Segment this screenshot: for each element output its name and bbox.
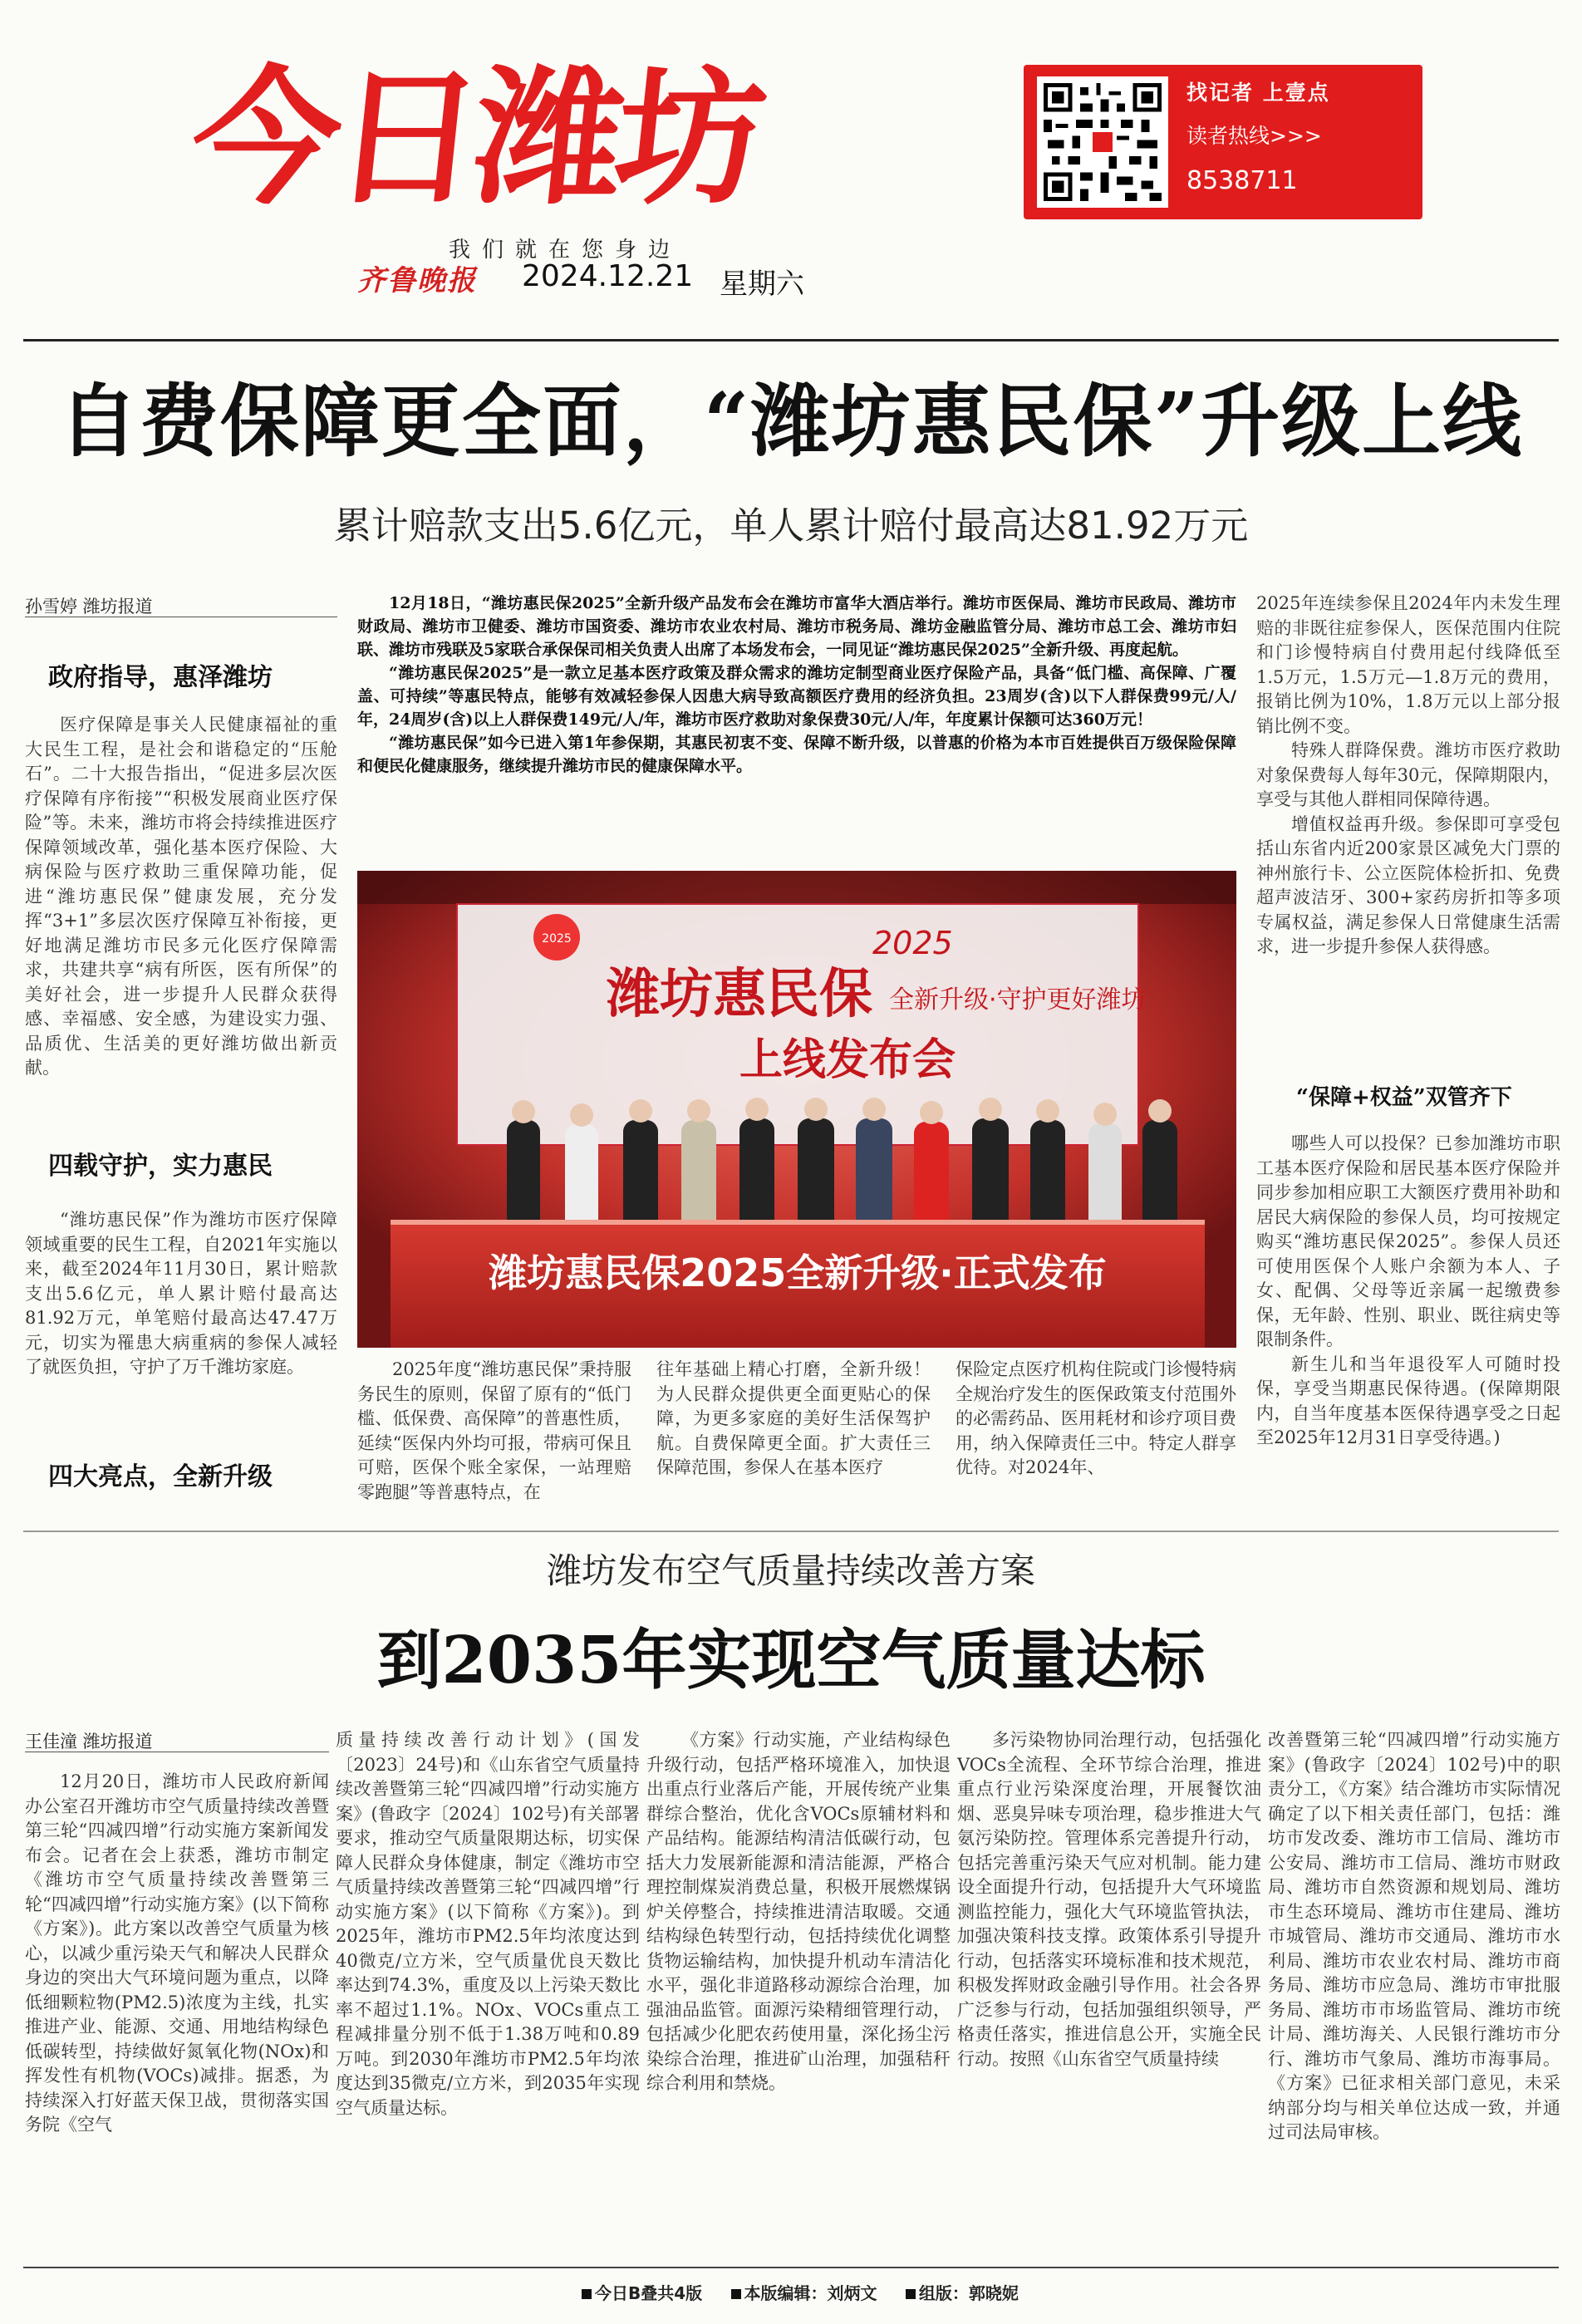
footer-pages: 今日B叠共4版: [582, 2283, 702, 2303]
issue-date: 2024.12.21: [522, 259, 694, 293]
lead-column-3: 往年基础上精心打磨，全新升级！为人民群众提供更全面更贴心的保障，为更多家庭的美好生活保驾护航。自费保障更全面。扩大责任三保障范围，参保人在基本医疗: [656, 1359, 931, 1477]
section-head-four-years: 四载守护，实力惠民: [48, 1152, 273, 1181]
air-column-4: 多污染物协同治理行动，包括强化VOCs全流程、全环节综合治理，推进重点行业污染深度治理，开展餐饮油烟、恶臭异味专项治理，稳步推进大气氨污染防控。管理体系完善提升行动，包括完善重污染天气应对机制。能力建设全面提升行动，包括提升大气环境监测监控能力，强化大气环境监管执法，加强决策科技支撑。政策体系引导提升行动，包括落实环境标准和技术规范，积极发挥财政金融引导作用。社会各界广泛参与行动，包括加强组织领导，严格责任落实，推进信息公开，实施全民行动。按照《山东省空气质量持续: [957, 1730, 1261, 2069]
masthead-rule: [23, 339, 1559, 341]
lead-column-5a: 2025年连续参保且2024年内未发生理赔的非既往症参保人，医保范围内住院和门诊慢特病自付费用起付线降低至1.5万元，1.5万元—1.8万元的费用，报销比例为10%，1.8万元以上部分报销比例不变。 特殊人群降保费。潍坊市医疗救助对象保费每人每年30元，保障期限内，享受与其他人群相同保障待遇。 增值权益再升级。参保即可享受包括山东省内近200家景区减免大门票的神州旅行卡、公立医院体检折扣、免费超声波洁牙、300+家药房折扣等多项专属权益，满足参保人日常健康生活需求，进一步提升参保人获得感。: [1256, 593, 1560, 956]
masthead-slogan: 我们就在您身边: [449, 238, 682, 263]
hotline-top-text: 找记者 上壹点: [1186, 81, 1330, 105]
footer-editor: 本版编辑：刘炳文: [731, 2283, 877, 2303]
lead-subheadline: 累计赔款支出5.6亿元，单人累计赔付最高达81.92万元: [333, 504, 1249, 548]
paper-logo: 齐鲁晚报: [357, 264, 477, 297]
hotline-number: 8538711: [1186, 166, 1298, 195]
air-column-2: 质量持续改善行动计划》(国发〔2023〕24号)和《山东省空气质量持续改善暨第三轮“四减四增”行动实施方案》(鲁政字〔2024〕102号)有关部署要求，推动空气质量限期达标，切实保障人民群众身体健康，制定《潍坊市空气质量持续改善暨第三轮“四减四增”行动实施方案》(以下简称《方案》)。到2025年，潍坊市PM2.5年均浓度达到40微克/立方米，空气质量优良天数比率达到74.3%，重度及以上污染天数比率不超过1.1%。NOx、VOCs重点工程减排量分别不低于1.38万吨和0.89万吨。到2030年潍坊市PM2.5年均浓度达到35微克/立方米，到2035年实现空气质量达标。: [336, 1730, 640, 2118]
qr-code-icon[interactable]: [1037, 76, 1168, 208]
section-head-guidance: 政府指导，惠泽潍坊: [48, 663, 273, 692]
second-byline: 王佳潼 潍坊报道: [25, 1732, 153, 1752]
square-bullet-icon: [582, 2289, 592, 2299]
footer-rule: [23, 2267, 1559, 2268]
second-headline: 到2035年实现空气质量达标: [376, 1623, 1206, 1698]
hotline-label: 读者热线>>>: [1186, 124, 1322, 148]
lead-column-1a: 医疗保障是事关人民健康福祉的重大民生工程，是社会和谐稳定的“压舱石”。二十大报告指出，“促进多层次医疗保障有序衔接”“积极发展商业医疗保险”等。未来，潍坊市将会持续推进医疗保障领域改革，强化基本医疗保险、大病保险与医疗救助三重保障功能，促进“潍坊惠民保”健康发展，充分发挥“3+1”多层次医疗保障互补衔接，更好地满足潍坊市民多元化医疗保障需求，共建共享“病有所医，医有所保”的美好社会，进一步提升人民群众获得感、幸福感、安全感，为建设实力强、品质优、生活美的更好潍坊做出新贡献。: [25, 715, 337, 1078]
section-head-highlights: 四大亮点，全新升级: [48, 1462, 273, 1491]
photo-backdrop-title: 潍坊惠民保: [607, 964, 872, 1025]
masthead-title: 今日潍坊: [184, 52, 767, 224]
lead-column-5b: 哪些人可以投保？已参加潍坊市职工基本医疗保险和居民基本医疗保险并同步参加相应职工大额医疗费用补助和居民大病保险的参保人员，均可按规定购买“潍坊惠民保2025”。参保人员还可使用医保个人账户余额为本人、子女、配偶、父母等近亲属一起缴费参保，无年龄、性别、职业、既往病史等限制条件。 新生儿和当年退役军人可随时投保，享受当期惠民保待遇。(保障期限内，自当年度基本医保待遇享受之日起至2025年12月31日享受待遇。): [1256, 1133, 1560, 1447]
photo-backdrop-year: 2025: [872, 925, 953, 961]
lead-byline: 孙雪婷 潍坊报道: [25, 597, 153, 617]
story-divider: [23, 1530, 1559, 1532]
issue-weekday: 星期六: [720, 268, 804, 301]
svg-text:2025: 2025: [542, 932, 572, 946]
square-bullet-icon: [906, 2289, 916, 2299]
lead-intro: 12月18日，“潍坊惠民保2025”全新升级产品发布会在潍坊市富华大酒店举行。潍坊市医保局、潍坊市民政局、潍坊市财政局、潍坊市卫健委、潍坊市国资委、潍坊市农业农村局、潍坊市税务局、潍坊金融监管分局、潍坊市总工会、潍坊市妇联、潍坊市残联及5家联合承保保司相关负责人出席了本场发布会，一同见证“潍坊惠民保2025”全新升级、再度起航。 “潍坊惠民保2025”是一款立足基本医疗政策及群众需求的潍坊定制型商业医疗保险产品，具备“低门槛、高保障、广覆盖、可持续”等惠民特点，能够有效减轻参保人因患大病导致高额医疗费用的经济负担。23周岁(含)以下人群保费99元/人/年，24周岁(含)以上人群保费149元/人/年，潍坊市医疗救助对象保费30元/人/年，年度累计保额可达360万元！ “潍坊惠民保”如今已进入第1年参保期，其惠民初衷不变、保障不断升级，以普惠的价格为本市百姓提供百万级保险保障和便民化健康服务，继续提升潍坊市民的健康保障水平。: [357, 594, 1236, 775]
photo-stage-banner: 潍坊惠民保2025全新升级·正式发布: [489, 1250, 1107, 1295]
air-column-5: 改善暨第三轮“四减四增”行动实施方案》(鲁政字〔2024〕102号)中的职责分工，《方案》结合潍坊市实际情况确定了以下相关责任部门，包括：潍坊市发改委、潍坊市工信局、潍坊市公安局、潍坊市工信局、潍坊市财政局、潍坊市自然资源和规划局、潍坊市生态环境局、潍坊市住建局、潍坊市城管局、潍坊市交通局、潍坊市水利局、潍坊市农业农村局、潍坊市商务局、潍坊市应急局、潍坊市审批服务局、潍坊市市场监管局、潍坊市统计局、潍坊海关、人民银行潍坊市分行、潍坊市气象局、潍坊市海事局。《方案》已征求相关部门意见，未采纳部分均与相关单位达成一致，并通过司法局审核。: [1268, 1730, 1560, 2142]
footer-layout: 组版：郭晓妮: [906, 2283, 1019, 2303]
air-column-3: 《方案》行动实施，产业结构绿色升级行动，包括严格环境准入，加快退出重点行业落后产能，开展传统产业集群综合整治，优化含VOCs原辅材料和产品结构。能源结构清洁低碳行动，包括大力发展新能源和清洁能源，严格合理控制煤炭消费总量，积极开展燃煤锅炉关停整合，持续推进清洁取暖。交通结构绿色转型行动，包括持续优化调整货物运输结构，加快提升机动车清洁化水平，强化非道路移动源综合治理，加强油品监管。面源污染精细管理行动，包括减少化肥农药使用量，深化扬尘污染综合治理，推进矿山治理，加强秸秆综合利用和禁烧。: [646, 1730, 951, 2093]
lead-column-1b: “潍坊惠民保”作为潍坊市医疗保障领域重要的民生工程，自2021年实施以来，截至2024年11月30日，累计赔款支出5.6亿元，单人累计赔付最高达81.92万元，单笔赔付最高达47.47万元，切实为罹患大病重病的参保人减轻了就医负担，守护了万千潍坊家庭。: [25, 1210, 337, 1377]
reader-hotline-box: [1024, 65, 1422, 219]
second-subheadline: 潍坊发布空气质量持续改善方案: [546, 1550, 1035, 1591]
air-column-1: 12月20日，潍坊市人民政府新闻办公室召开潍坊市空气质量持续改善暨第三轮“四减四增”行动实施方案新闻发布会。记者在会上获悉，潍坊市制定《潍坊市空气质量持续改善暨第三轮“四减四增”行动实施方案》(以下简称《方案》)。此方案以改善空气质量为核心，以减少重污染天气和解决人民群众身边的突出大气环境问题为重点，以降低细颗粒物(PM2.5)浓度为主线，扎实推进产业、能源、交通、用地结构绿色低碳转型，持续做好氮氧化物(NOx)和挥发性有机物(VOCs)减排。据悉，为持续深入打好蓝天保卫战，贯彻落实国务院《空气: [25, 1771, 329, 2135]
photo-backdrop-slogan: 全新升级·守护更好潍坊: [889, 985, 1147, 1015]
page-footer: [582, 2280, 1042, 2304]
launch-event-photo: [357, 871, 1236, 1348]
square-bullet-icon: [731, 2289, 741, 2299]
photo-backdrop-event: 上线发布会: [739, 1035, 956, 1085]
lead-column-4: 保险定点医疗机构住院或门诊慢特病全规治疗发生的医保政策支付范围外的必需药品、医用耗材和诊疗项目费用，纳入保障责任三中。特定人群享优待。对2024年、: [956, 1359, 1236, 1477]
lead-column-2: 2025年度“潍坊惠民保”秉持服务民生的原则，保留了原有的“低门槛、低保费、高保障”的普惠性质，延续“医保内外均可报，带病可保且可赔，医保个账全家保，一站理赔零跑腿”等普惠特点，在: [357, 1359, 631, 1502]
lead-headline: 自费保障更全面，“潍坊惠民保”升级上线: [58, 376, 1524, 468]
section-head-rights: “保障+权益”双管齐下: [1296, 1085, 1512, 1110]
